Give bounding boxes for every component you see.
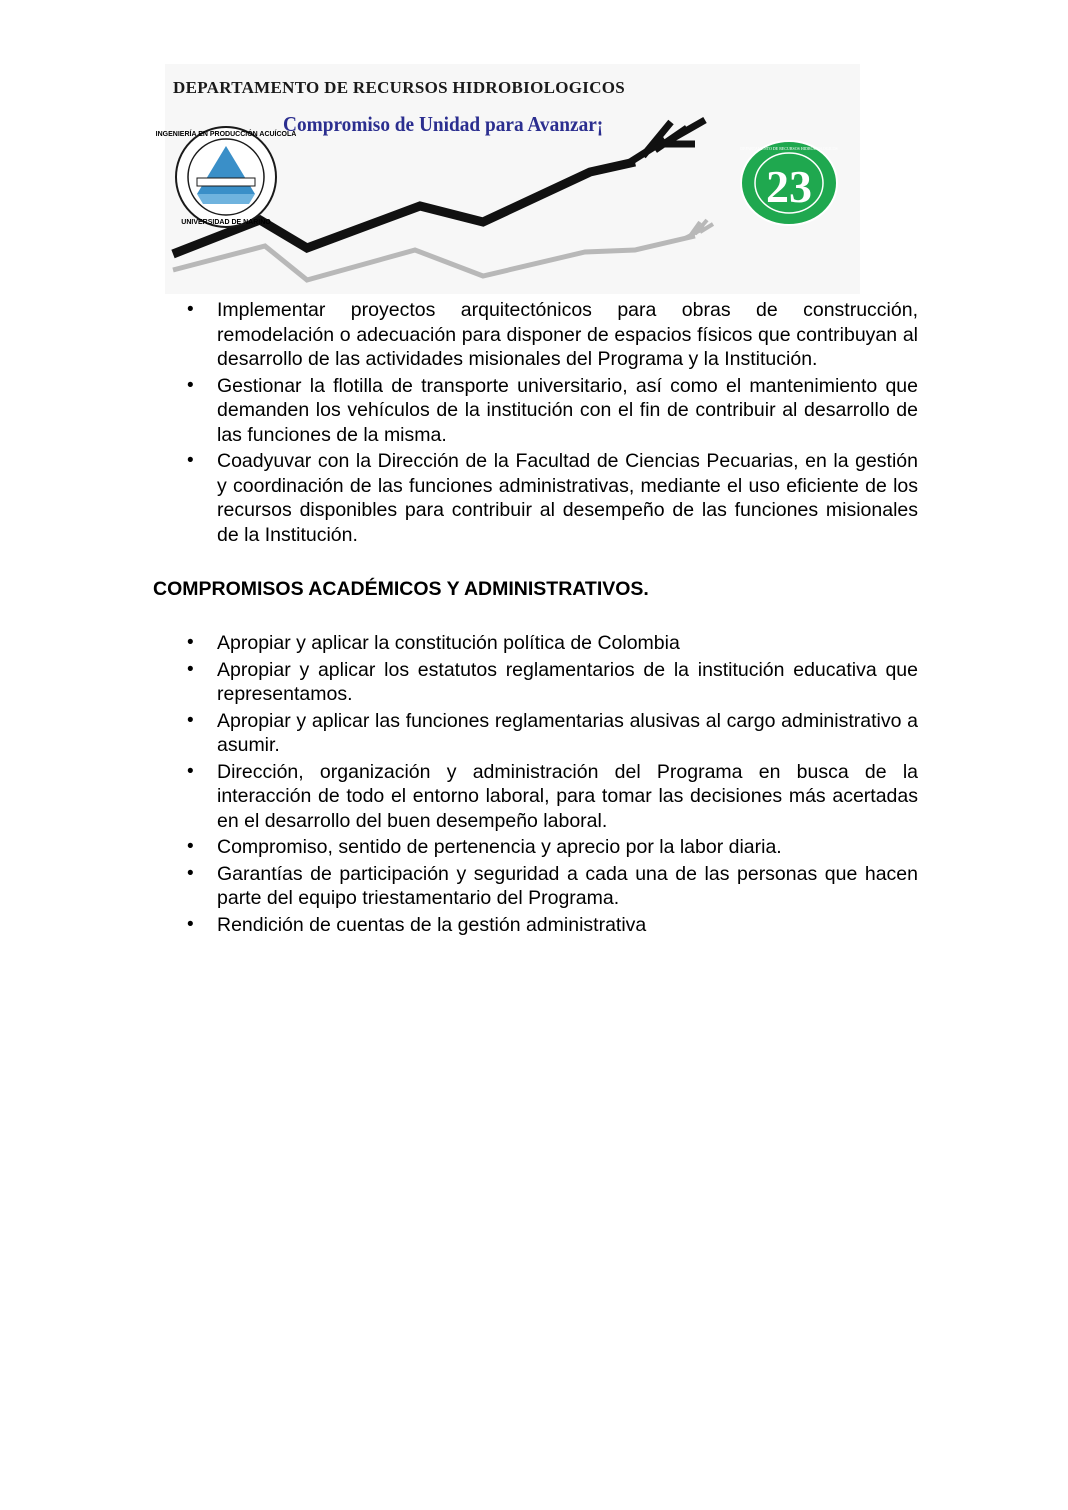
functions-list: [153, 298, 918, 547]
list-item: • Garantías de participación y seguridad a cada una de las personas que hacen parte del equipo triestamentario del Programa.: [153, 862, 918, 911]
list-item: • Implementar proyectos arquitectónicos para obras de construcción, remodelación o adecuación para disponer de espacios físicos que contribuyan al desarrollo de las actividades misionales del Programa y la Institución.: [153, 298, 918, 372]
university-seal-logo: [155, 124, 297, 230]
department-title: DEPARTAMENTO DE RECURSOS HIDROBIOLOGICOS: [173, 78, 626, 97]
commitments-list: [153, 631, 918, 937]
seal-top-text: INGENIERÍA EN PRODUCCIÓN ACUÍCOLA: [155, 131, 297, 138]
list-item: • Dirección, organización y administración del Programa en busca de la interacción de todo el entorno laboral, para tomar las decisiones más acertadas en el desarrollo del buen desempeño laboral.: [153, 760, 918, 834]
section-heading: COMPROMISOS ACADÉMICOS Y ADMINISTRATIVOS.: [153, 578, 649, 600]
list-item: • Gestionar la flotilla de transporte universitario, así como el mantenimiento que demanden los vehículos de la institución con el fin de contribuir al desarrollo de las funciones de la misma.: [153, 374, 918, 448]
badge-ring-text: DEPARTAMENTO DE RECURSOS HIDROBIOLOGICOS: [740, 146, 838, 151]
document-body: [153, 298, 918, 939]
list-item: • Compromiso, sentido de pertenencia y aprecio por la labor diaria.: [153, 835, 918, 860]
anniversary-badge: [739, 140, 839, 226]
list-item: • Rendición de cuentas de la gestión administrativa: [153, 913, 918, 938]
header-banner: [155, 64, 860, 294]
seal-bottom-text: UNIVERSIDAD DE NARIÑO: [181, 219, 271, 226]
list-item: • Apropiar y aplicar los estatutos reglamentarios de la institución educativa que representamos.: [153, 658, 918, 707]
slogan: Compromiso de Unidad para Avanzar¡: [283, 112, 604, 136]
badge-number: 23: [766, 161, 812, 212]
list-item: • Apropiar y aplicar la constitución política de Colombia: [153, 631, 918, 656]
list-item: • Apropiar y aplicar las funciones reglamentarias alusivas al cargo administrativo a asumir.: [153, 709, 918, 758]
list-item: • Coadyuvar con la Dirección de la Facultad de Ciencias Pecuarias, en la gestión y coordinación de las funciones administrativas, mediante el uso eficiente de los recursos disponibles para contribuir al desempeño de las funciones misionales de la Institución.: [153, 449, 918, 547]
